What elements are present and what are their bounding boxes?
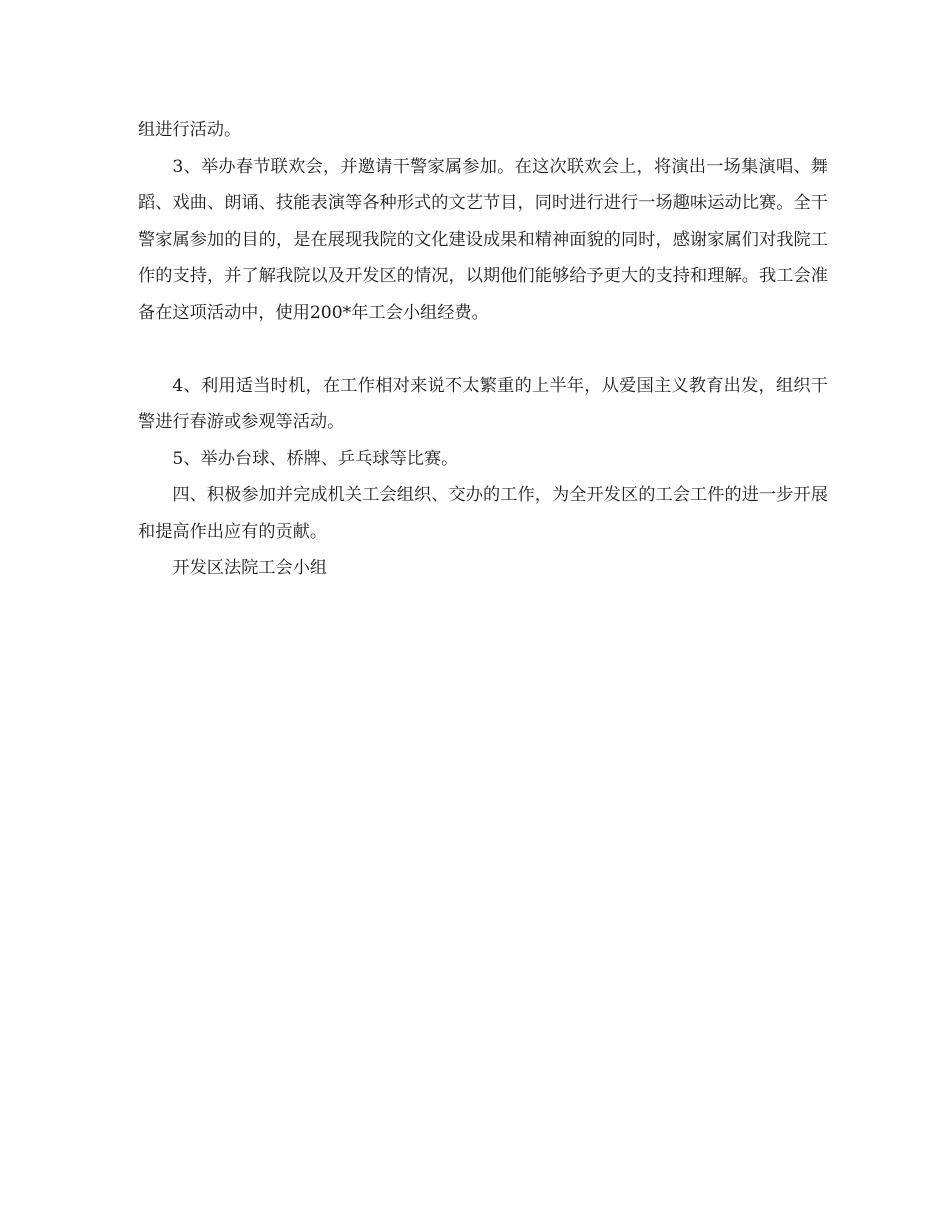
signature-line: 开发区法院工会小组: [172, 558, 328, 578]
paragraph-section-4: 四、积极参加并完成机关工会组织、交办的工作，为全开发区的工会工件的进一步开展和提高作出应有的贡献。: [138, 485, 828, 542]
paragraph-item-4: 4、利用适当时机，在工作相对来说不太繁重的上半年，从爱国主义教育出发，组织干警进行春游或参观等活动。: [138, 375, 828, 432]
paragraph-gap: [138, 331, 828, 368]
paragraph-item-5: 5、举办台球、桥牌、乒乓球等比赛。: [172, 448, 459, 469]
paragraph-continuation: 组进行活动。: [138, 120, 242, 140]
paragraph-item-3: 3、举办春节联欢会，并邀请干警家属参加。在这次联欢会上，将演出一场集演唱、舞蹈、戏曲、朗诵、技能表演等各种形式的文艺节目，同时进行进行一场趣味运动比赛。全干警家属参加的目的，是在展现我院的文化建设成果和精神面貌的同时，感谢家属们对我院工作的支持，并了解我院以及开发区的情况，以期他们能够给予更大的支持和理解。我工会准备在这项活动中，使用200*年工会小组经费。: [138, 156, 828, 323]
document-body: [138, 112, 828, 587]
